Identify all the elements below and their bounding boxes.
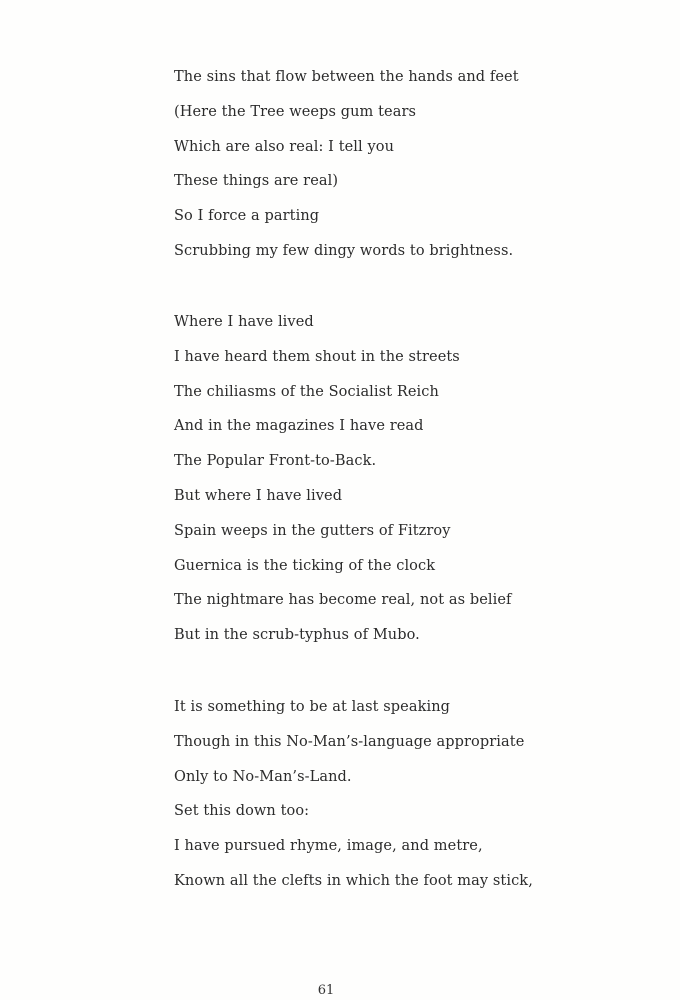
poem-line: Only to No-Man’s-Land. — [174, 768, 352, 785]
poem-line: Where I have lived — [174, 314, 314, 330]
poem-line: These things are real) — [174, 173, 339, 190]
poem-line: So I force a parting — [174, 208, 320, 225]
poem-line: But where I have lived — [174, 487, 343, 504]
poem-line: It is something to be at last speaking — [174, 699, 451, 715]
poem-line: I have pursued rhyme, image, and metre, — [174, 838, 483, 855]
poem-stanza-2 — [174, 305, 512, 653]
poem-line: Though in this No-Man’s-language appropriate — [174, 733, 525, 750]
poem-line: Scrubbing my few dingy words to brightness. — [174, 242, 514, 259]
poem-line: The nightmare has become real, not as belief — [174, 592, 512, 609]
poem-line: (Here the Tree weeps gum tears — [174, 103, 417, 120]
poem-line: The Popular Front-to-Back. — [174, 453, 377, 470]
poem-line: The chiliasms of the Socialist Reich — [174, 383, 439, 400]
poem-line: I have heard them shout in the streets — [174, 348, 460, 365]
poem-line: But in the scrub-typhus of Mubo. — [174, 627, 420, 644]
poem-line: Which are also real: I tell you — [174, 138, 395, 155]
poem-line: The sins that flow between the hands and feet — [174, 69, 519, 85]
poem-line: Set this down too: — [174, 803, 310, 820]
poem-line: And in the magazines I have read — [174, 418, 424, 435]
poem-stanza-3 — [174, 690, 533, 899]
page-number: 61 — [317, 983, 335, 998]
poem-line: Known all the clefts in which the foot may stick, — [174, 872, 533, 889]
poem-line: Spain weeps in the gutters of Fitzroy — [174, 522, 451, 539]
poem-line: Guernica is the ticking of the clock — [174, 557, 436, 574]
poem-stanza-1 — [174, 60, 519, 269]
